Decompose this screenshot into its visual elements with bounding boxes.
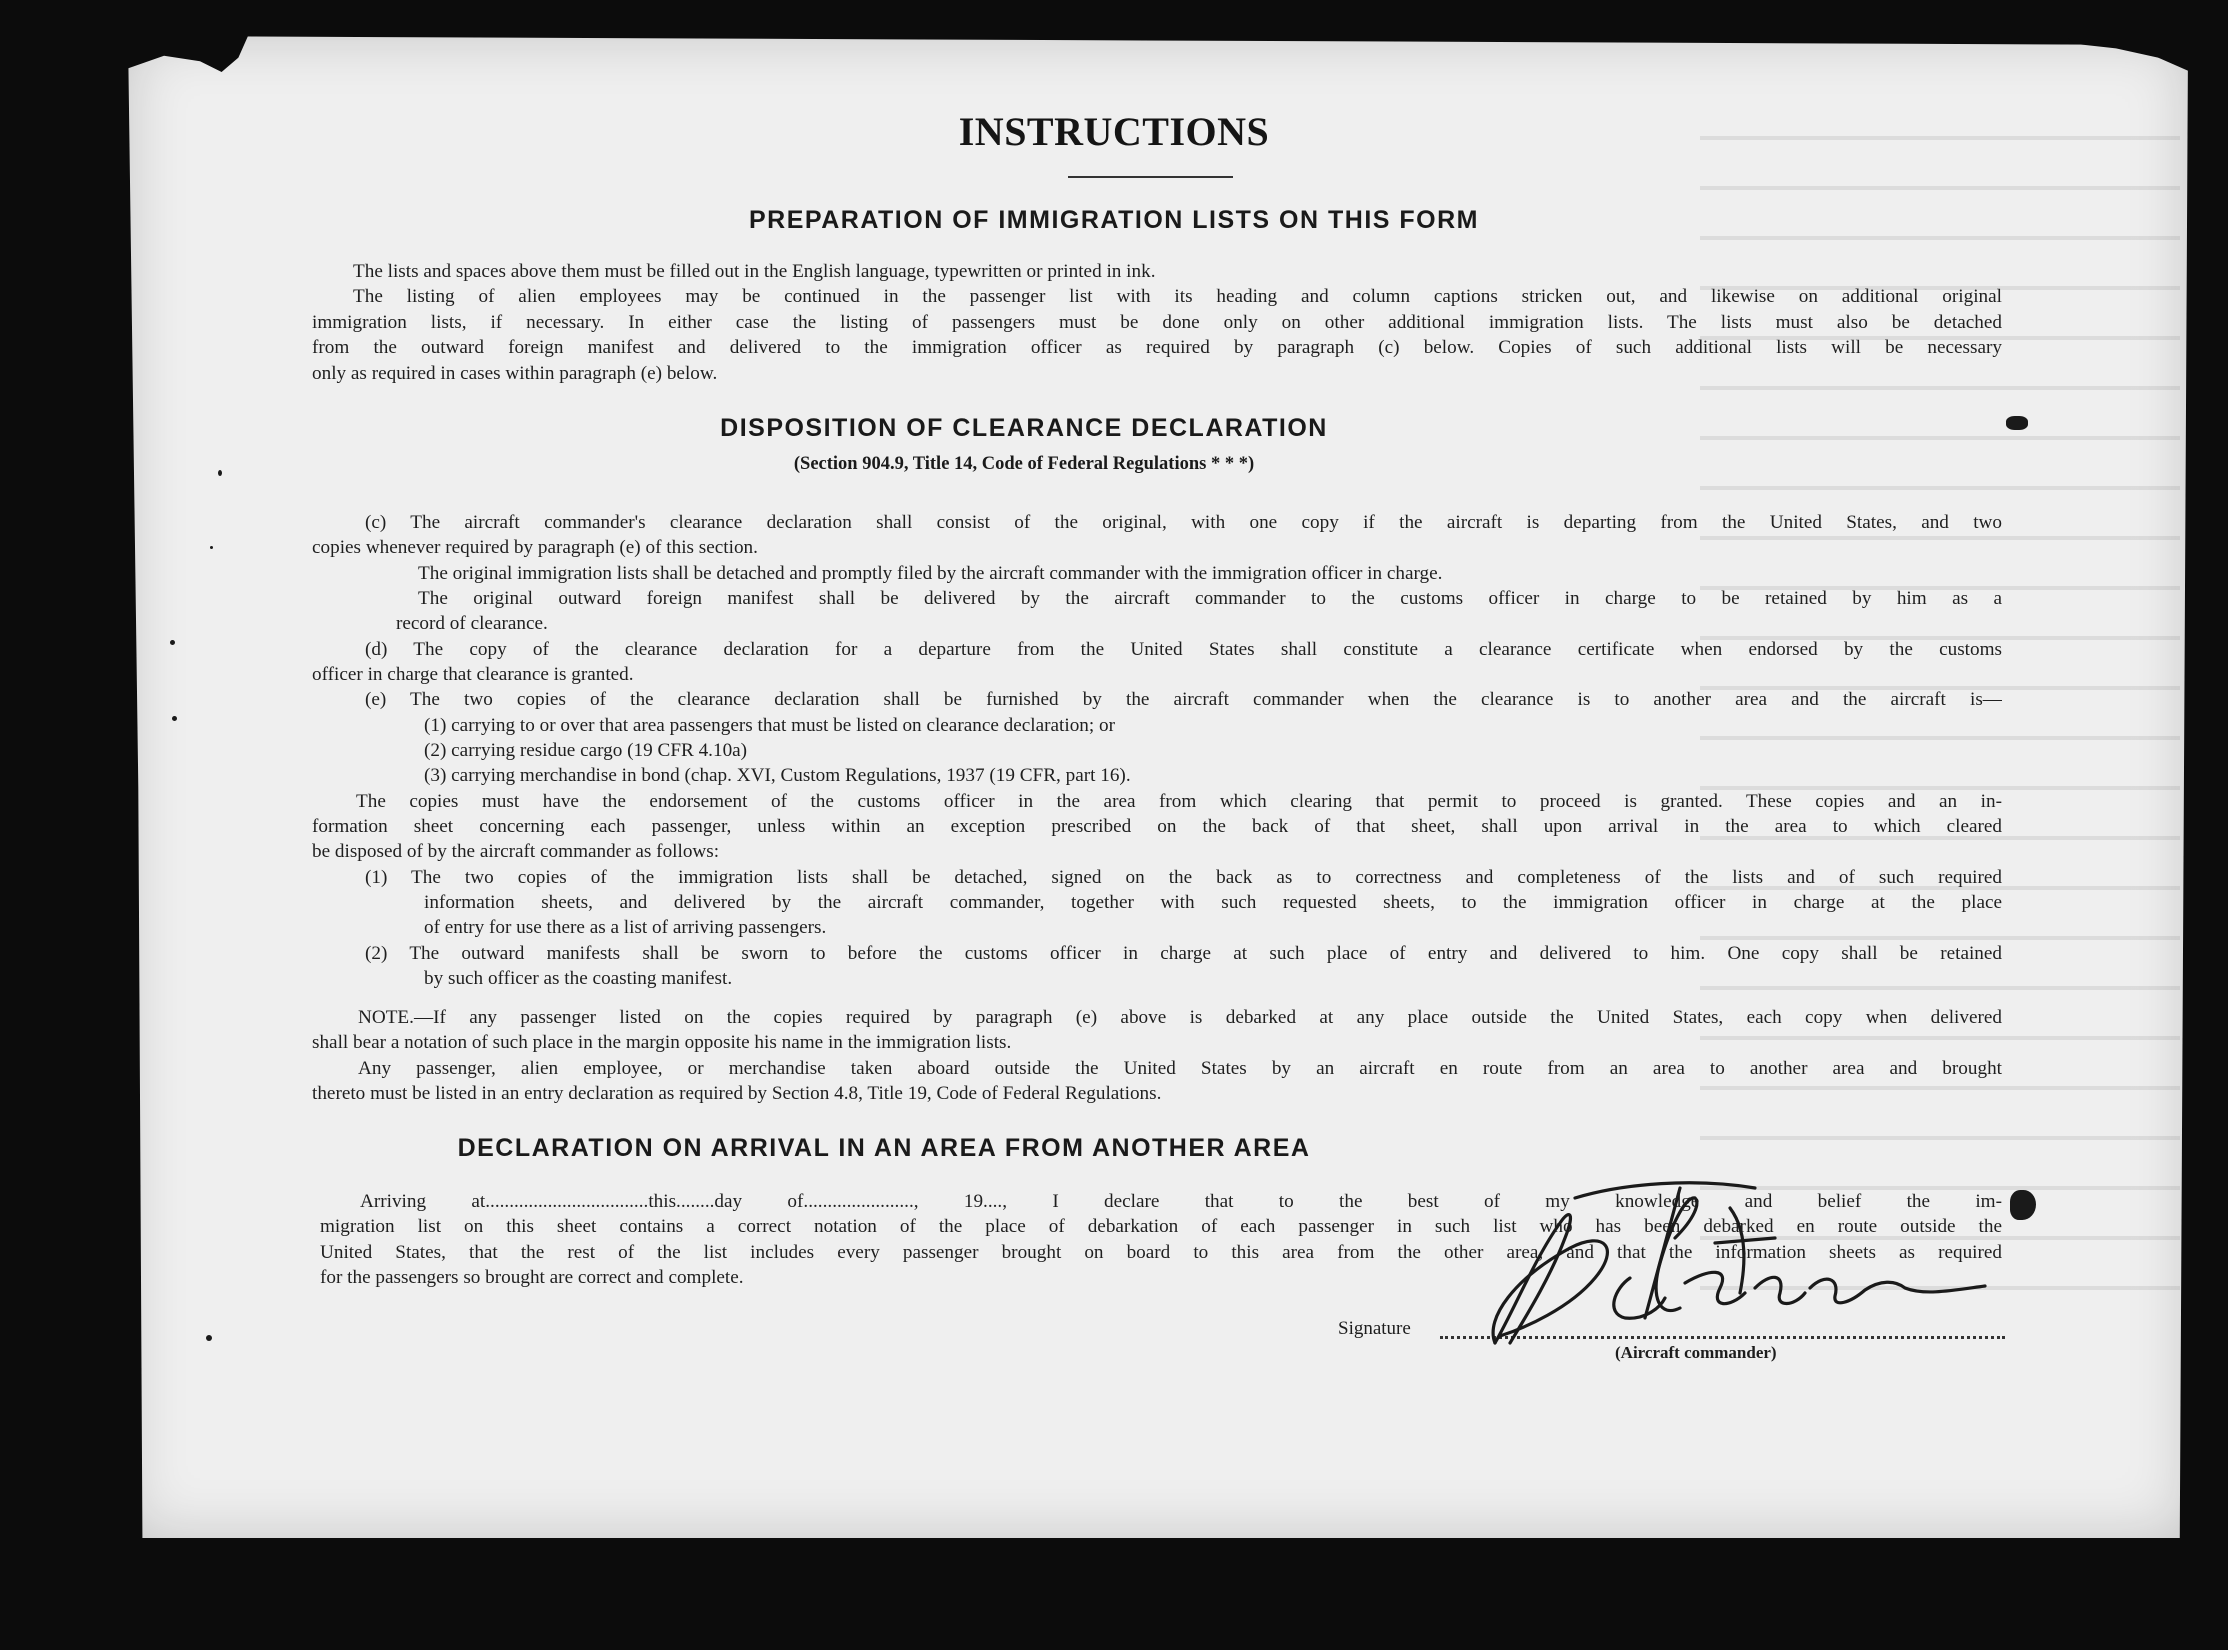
disp-line-6: (d) The copy of the clearance declaration for a departure from the United States shall constitute a clearance certificate when endorsed by the customs [365, 639, 2002, 660]
margin-dot [210, 546, 213, 549]
disp-line-4: The original outward foreign manifest shall be delivered by the aircraft commander to the customs officer in charge to be retained by him as a [418, 588, 2002, 609]
disp-line-11: (3) carrying merchandise in bond (chap. XVI, Custom Regulations, 1937 (19 CFR, part 16). [424, 765, 1131, 786]
disp-line-17: of entry for use there as a list of arriving passengers. [424, 917, 827, 938]
disp-note-line-2: shall bear a notation of such place in the margin opposite his name in the immigration lists. [312, 1032, 1012, 1053]
disp-line-5: record of clearance. [396, 613, 548, 634]
margin-dot [218, 470, 222, 476]
disp-line-18: (2) The outward manifests shall be sworn to before the customs officer in charge at such place of entry and delivered to him. One copy shall be retained [365, 943, 2002, 964]
disp-line-10: (2) carrying residue cargo (19 CFR 4.10a) [424, 740, 748, 761]
disp-line-15: (1) The two copies of the immigration lists shall be detached, signed on the back as to correctness and completeness of the lists and of such required [365, 867, 2002, 888]
disp-line-3: The original immigration lists shall be detached and promptly filed by the aircraft commander with the immigration officer in charge. [418, 563, 1443, 584]
margin-dot [170, 640, 175, 645]
declaration-heading: DECLARATION ON ARRIVAL IN AN AREA FROM ANOTHER AREA [457, 1134, 1311, 1162]
disposition-citation: (Section 904.9, Title 14, Code of Federal Regulations * * *) [793, 454, 1255, 474]
disp-line-14: be disposed of by the aircraft commander as follows: [312, 841, 720, 862]
prep-line-4: from the outward foreign manifest and delivered to the immigration officer as required by paragraph (c) below. Copies of such additional lists will be necessary [312, 337, 2002, 358]
disp-note-line-1: NOTE.—If any passenger listed on the copies required by paragraph (e) above is debarked at any place outside the United States, each copy when delivered [358, 1007, 2002, 1028]
page-title: INSTRUCTIONS [958, 109, 1270, 154]
signature-label: Signature [1338, 1318, 1411, 1339]
disp-line-19: by such officer as the coasting manifest. [424, 968, 733, 989]
disp-line-2: copies whenever required by paragraph (e) of this section. [312, 537, 758, 558]
disp-line-16: information sheets, and delivered by the aircraft commander, together with such requested sheets, to the immigration officer in charge at the place [424, 892, 2002, 913]
disp-line-8: (e) The two copies of the clearance declaration shall be furnished by the aircraft commander when the clearance is to another area and the aircraft is— [365, 689, 2002, 710]
handwritten-signature [1455, 1168, 1995, 1358]
decl-line-4: for the passengers so brought are correct and complete. [320, 1267, 744, 1288]
disp-line-12: The copies must have the endorsement of the customs officer in the area from which clearing that permit to proceed is granted. These copies and an in- [356, 791, 2002, 812]
margin-dot [206, 1335, 212, 1341]
disposition-heading: DISPOSITION OF CLEARANCE DECLARATION [720, 414, 1328, 442]
prep-line-5: only as required in cases within paragraph (e) below. [312, 363, 718, 384]
ink-blot [2010, 1190, 2036, 1220]
decl-line-3: United States, that the rest of the list includes every passenger brought on board to this area from the other area, and that the information sheets as required [320, 1242, 2002, 1263]
disp-line-7: officer in charge that clearance is granted. [312, 664, 634, 685]
disp-note-line-4: thereto must be listed in an entry declaration as required by Section 4.8, Title 19, Code of Federal Regulations. [312, 1083, 1162, 1104]
disp-note-line-3: Any passenger, alien employee, or merchandise taken aboard outside the United States by an aircraft en route from an area to another area and brought [358, 1058, 2002, 1079]
decl-line-2: migration list on this sheet contains a correct notation of the place of debarkation of each passenger in such list who has been debarked en route outside the [320, 1216, 2002, 1237]
disp-line-13: formation sheet concerning each passenger, unless within an exception prescribed on the back of that sheet, shall upon arrival in the area to which cleared [312, 816, 2002, 837]
prep-line-1: The lists and spaces above them must be filled out in the English language, typewritten or printed in ink. [353, 261, 1156, 282]
margin-dot [172, 716, 177, 721]
ink-blot [2006, 416, 2028, 430]
disp-line-1: (c) The aircraft commander's clearance declaration shall consist of the original, with one copy if the aircraft is departing from the United States, and two [365, 512, 2002, 533]
title-rule [1068, 176, 1233, 178]
decl-line-1: Arriving at..................................this........day of......................., 19...., I declare that to the best of my knowledge and belief the im- [360, 1191, 2002, 1212]
prep-line-2: The listing of alien employees may be continued in the passenger list with its heading and column captions stricken out, and likewise on additional original [353, 286, 2002, 307]
signature-role: (Aircraft commander) [1615, 1343, 1777, 1362]
preparation-heading: PREPARATION OF IMMIGRATION LISTS ON THIS FORM [749, 206, 1479, 234]
prep-line-3: immigration lists, if necessary. In either case the listing of passengers must be done only on other additional immigration lists. The lists must also be detached [312, 312, 2002, 333]
disp-line-9: (1) carrying to or over that area passengers that must be listed on clearance declaration; or [424, 715, 1115, 736]
